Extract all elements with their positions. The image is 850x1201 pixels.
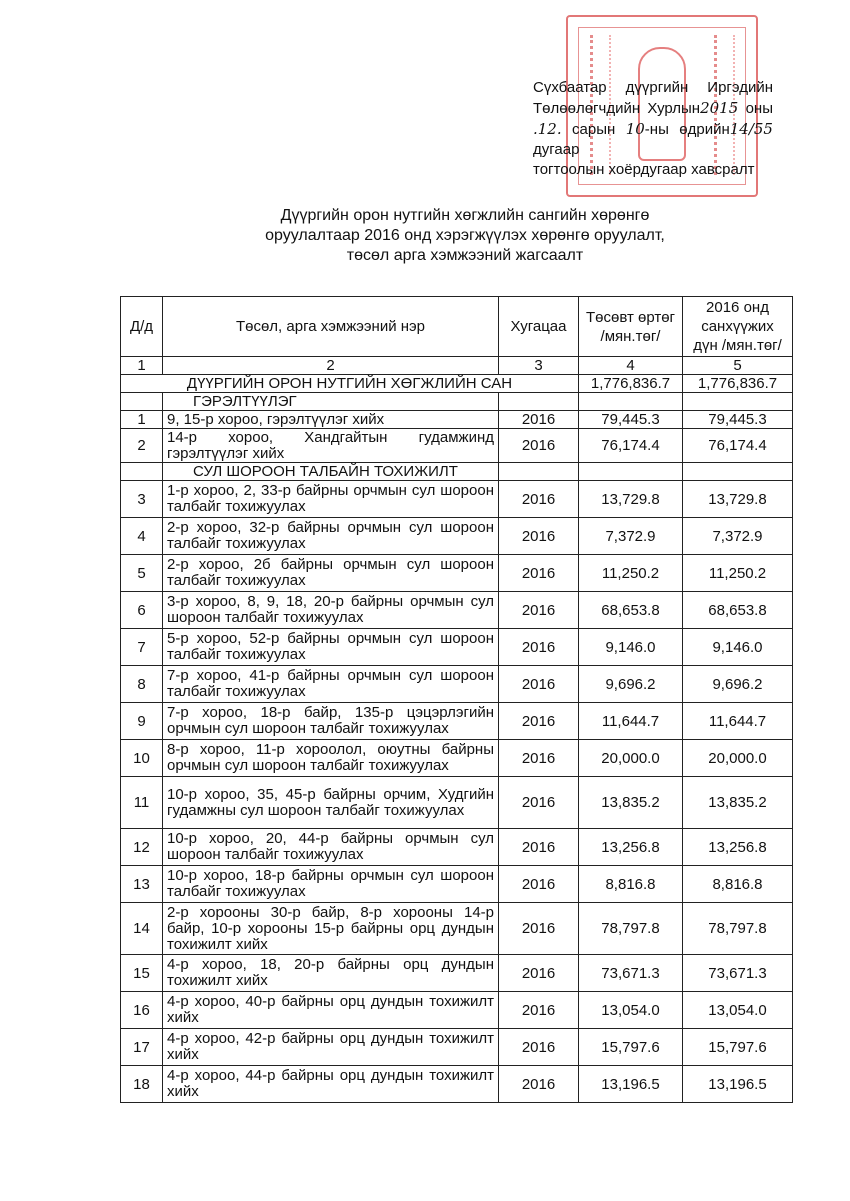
empty-cell — [579, 393, 683, 411]
title-line-3: төсөл арга хэмжээний жагсаалт — [346, 247, 584, 264]
appendix-text: -ны өдрийн — [644, 121, 730, 138]
table-row — [121, 518, 793, 555]
project-budget: 9,696.2 — [579, 666, 683, 703]
total-funding: 1,776,836.7 — [683, 375, 793, 393]
project-name: 10-р хороо, 20, 44-р байрны орчмын сул шороон талбайг тохижуулах — [163, 829, 499, 866]
col-number: 5 — [683, 357, 793, 375]
header-no: Д/д — [121, 297, 163, 357]
row-number: 17 — [121, 1029, 163, 1066]
section-row-lighting — [121, 393, 793, 411]
row-number: 11 — [121, 777, 163, 829]
project-term: 2016 — [499, 666, 579, 703]
empty-cell — [121, 463, 163, 481]
row-number: 4 — [121, 518, 163, 555]
appendix-text: дугаар — [533, 141, 580, 158]
header-funding: 2016 онд санхүүжих дүн /мян.төг/ — [683, 297, 793, 357]
project-name: 5-р хороо, 52-р байрны орчмын сул шороон талбайг тохижуулах — [163, 629, 499, 666]
project-budget: 20,000.0 — [579, 740, 683, 777]
project-term: 2016 — [499, 740, 579, 777]
empty-cell — [579, 463, 683, 481]
project-term: 2016 — [499, 703, 579, 740]
project-term: 2016 — [499, 629, 579, 666]
row-number: 8 — [121, 666, 163, 703]
project-funding: 9,146.0 — [683, 629, 793, 666]
header-budget: Төсөвт өртөг /мян.төг/ — [579, 297, 683, 357]
project-budget: 15,797.6 — [579, 1029, 683, 1066]
project-funding: 76,174.4 — [683, 429, 793, 463]
project-funding: 68,653.8 — [683, 592, 793, 629]
handwritten-year: 2015 — [700, 99, 739, 117]
row-number: 7 — [121, 629, 163, 666]
handwritten-number: 14/55 — [729, 120, 773, 138]
project-budget: 79,445.3 — [579, 411, 683, 429]
appendix-text: Төлөөлөгчдийн Хурлын — [533, 100, 701, 117]
project-funding: 79,445.3 — [683, 411, 793, 429]
project-budget: 7,372.9 — [579, 518, 683, 555]
project-name: 4-р хороо, 40-р байрны орц дундын тохижилт хийх — [163, 992, 499, 1029]
project-term: 2016 — [499, 1029, 579, 1066]
row-number: 14 — [121, 903, 163, 955]
project-term: 2016 — [499, 411, 579, 429]
table-row — [121, 666, 793, 703]
table-row — [121, 1066, 793, 1103]
header-term: Хугацаа — [499, 297, 579, 357]
projects-table — [120, 296, 793, 1103]
project-funding: 13,256.8 — [683, 829, 793, 866]
project-funding: 11,250.2 — [683, 555, 793, 592]
empty-cell — [683, 463, 793, 481]
project-name: 9, 15-р хороо, гэрэлтүүлэг хийх — [163, 411, 499, 429]
row-number: 2 — [121, 429, 163, 463]
table-row — [121, 703, 793, 740]
row-number: 12 — [121, 829, 163, 866]
table-row — [121, 903, 793, 955]
project-budget: 78,797.8 — [579, 903, 683, 955]
handwritten-day: 10 — [625, 120, 645, 138]
table-row — [121, 740, 793, 777]
table-row — [121, 1029, 793, 1066]
section-row-yards — [121, 463, 793, 481]
table-row — [121, 411, 793, 429]
project-name: 4-р хороо, 42-р байрны орц дундын тохижилт хийх — [163, 1029, 499, 1066]
appendix-line-3 — [533, 119, 773, 160]
project-term: 2016 — [499, 992, 579, 1029]
project-funding: 13,196.5 — [683, 1066, 793, 1103]
project-funding: 15,797.6 — [683, 1029, 793, 1066]
project-funding: 9,696.2 — [683, 666, 793, 703]
col-number: 3 — [499, 357, 579, 375]
table-row — [121, 866, 793, 903]
project-budget: 13,256.8 — [579, 829, 683, 866]
project-funding: 11,644.7 — [683, 703, 793, 740]
empty-cell — [499, 463, 579, 481]
project-funding: 7,372.9 — [683, 518, 793, 555]
project-budget: 8,816.8 — [579, 866, 683, 903]
row-number: 18 — [121, 1066, 163, 1103]
appendix-text: сарын — [561, 121, 626, 138]
total-row — [121, 375, 793, 393]
project-name: 7-р хороо, 18-р байр, 135-р цэцэрлэгийн орчмын сул шороон талбайг тохижуулах — [163, 703, 499, 740]
table-row — [121, 829, 793, 866]
table-row — [121, 429, 793, 463]
table-row — [121, 955, 793, 992]
empty-cell — [499, 393, 579, 411]
table-row — [121, 629, 793, 666]
row-number: 9 — [121, 703, 163, 740]
row-number: 16 — [121, 992, 163, 1029]
total-label: ДҮҮРГИЙН ОРОН НУТГИЙН ХӨГЖЛИЙН САН — [121, 375, 579, 393]
row-number: 5 — [121, 555, 163, 592]
table-row — [121, 777, 793, 829]
project-term: 2016 — [499, 829, 579, 866]
project-name: 10-р хороо, 18-р байрны орчмын сул шороон талбайг тохижуулах — [163, 866, 499, 903]
table-row — [121, 992, 793, 1029]
row-number: 1 — [121, 411, 163, 429]
row-number: 6 — [121, 592, 163, 629]
appendix-line-1: Сүхбаатар дүүргийн Иргэдийн — [533, 79, 773, 96]
col-number: 1 — [121, 357, 163, 375]
project-budget: 13,054.0 — [579, 992, 683, 1029]
project-funding: 8,816.8 — [683, 866, 793, 903]
project-term: 2016 — [499, 481, 579, 518]
appendix-line-2 — [533, 98, 773, 119]
header-name: Төсөл, арга хэмжээний нэр — [163, 297, 499, 357]
project-budget: 13,196.5 — [579, 1066, 683, 1103]
row-number: 15 — [121, 955, 163, 992]
project-name: 4-р хороо, 18, 20-р байрны орц дундын тохижилт хийх — [163, 955, 499, 992]
appendix-note — [533, 78, 773, 180]
project-name: 3-р хороо, 8, 9, 18, 20-р байрны орчмын сул шороон талбайг тохижуулах — [163, 592, 499, 629]
row-number: 10 — [121, 740, 163, 777]
project-budget: 73,671.3 — [579, 955, 683, 992]
appendix-line-4: тогтоолын хоёрдугаар хавсралт — [533, 161, 755, 178]
section-label: ГЭРЭЛТҮҮЛЭГ — [163, 393, 499, 411]
document-title — [200, 206, 730, 266]
project-term: 2016 — [499, 903, 579, 955]
project-funding: 20,000.0 — [683, 740, 793, 777]
project-name: 1-р хороо, 2, 33-р байрны орчмын сул шороон талбайг тохижуулах — [163, 481, 499, 518]
project-name: 2-р хорооны 30-р байр, 8-р хорооны 14-р байр, 10-р хорооны 15-р байрны орц дундын тохижилт хийх — [163, 903, 499, 955]
row-number: 3 — [121, 481, 163, 518]
project-budget: 68,653.8 — [579, 592, 683, 629]
project-term: 2016 — [499, 955, 579, 992]
project-budget: 13,729.8 — [579, 481, 683, 518]
project-term: 2016 — [499, 866, 579, 903]
project-term: 2016 — [499, 777, 579, 829]
project-term: 2016 — [499, 1066, 579, 1103]
section-label: СУЛ ШОРООН ТАЛБАЙН ТОХИЖИЛТ — [163, 463, 499, 481]
project-name: 2-р хороо, 32-р байрны орчмын сул шороон талбайг тохижуулах — [163, 518, 499, 555]
project-funding: 78,797.8 — [683, 903, 793, 955]
project-name: 4-р хороо, 44-р байрны орц дундын тохижилт хийх — [163, 1066, 499, 1103]
project-term: 2016 — [499, 555, 579, 592]
project-funding: 13,835.2 — [683, 777, 793, 829]
title-line-2: оруулалтаар 2016 онд хэрэгжүүлэх хөрөнгө оруулалт, — [265, 227, 665, 244]
project-funding: 13,729.8 — [683, 481, 793, 518]
project-name: 7-р хороо, 41-р байрны орчмын сул шороон талбайг тохижуулах — [163, 666, 499, 703]
project-name: 10-р хороо, 35, 45-р байрны орчим, Худгийн гудамжны сул шороон талбайг тохижуулах — [163, 777, 499, 829]
empty-cell — [121, 393, 163, 411]
project-name: 2-р хороо, 2б байрны орчмын сул шороон талбайг тохижуулах — [163, 555, 499, 592]
project-budget: 11,250.2 — [579, 555, 683, 592]
project-name: 14-р хороо, Хандгайтын гудамжинд гэрэлтүүлэг хийх — [163, 429, 499, 463]
project-budget: 9,146.0 — [579, 629, 683, 666]
table-body — [121, 357, 793, 1103]
project-term: 2016 — [499, 592, 579, 629]
column-number-row — [121, 357, 793, 375]
project-term: 2016 — [499, 518, 579, 555]
project-funding: 73,671.3 — [683, 955, 793, 992]
project-name: 8-р хороо, 11-р хороолол, оюутны байрны орчмын сул шороон талбайг тохижуулах — [163, 740, 499, 777]
col-number: 4 — [579, 357, 683, 375]
project-term: 2016 — [499, 429, 579, 463]
total-budget: 1,776,836.7 — [579, 375, 683, 393]
table-row — [121, 592, 793, 629]
table-row — [121, 555, 793, 592]
table-row — [121, 481, 793, 518]
title-line-1: Дүүргийн орон нутгийн хөгжлийн сангийн хөрөнгө — [280, 207, 650, 224]
table-header-row — [121, 297, 793, 357]
project-budget: 13,835.2 — [579, 777, 683, 829]
project-funding: 13,054.0 — [683, 992, 793, 1029]
empty-cell — [683, 393, 793, 411]
handwritten-month: .12. — [533, 120, 562, 138]
appendix-text: оны — [738, 100, 773, 117]
project-budget: 11,644.7 — [579, 703, 683, 740]
row-number: 13 — [121, 866, 163, 903]
col-number: 2 — [163, 357, 499, 375]
project-budget: 76,174.4 — [579, 429, 683, 463]
